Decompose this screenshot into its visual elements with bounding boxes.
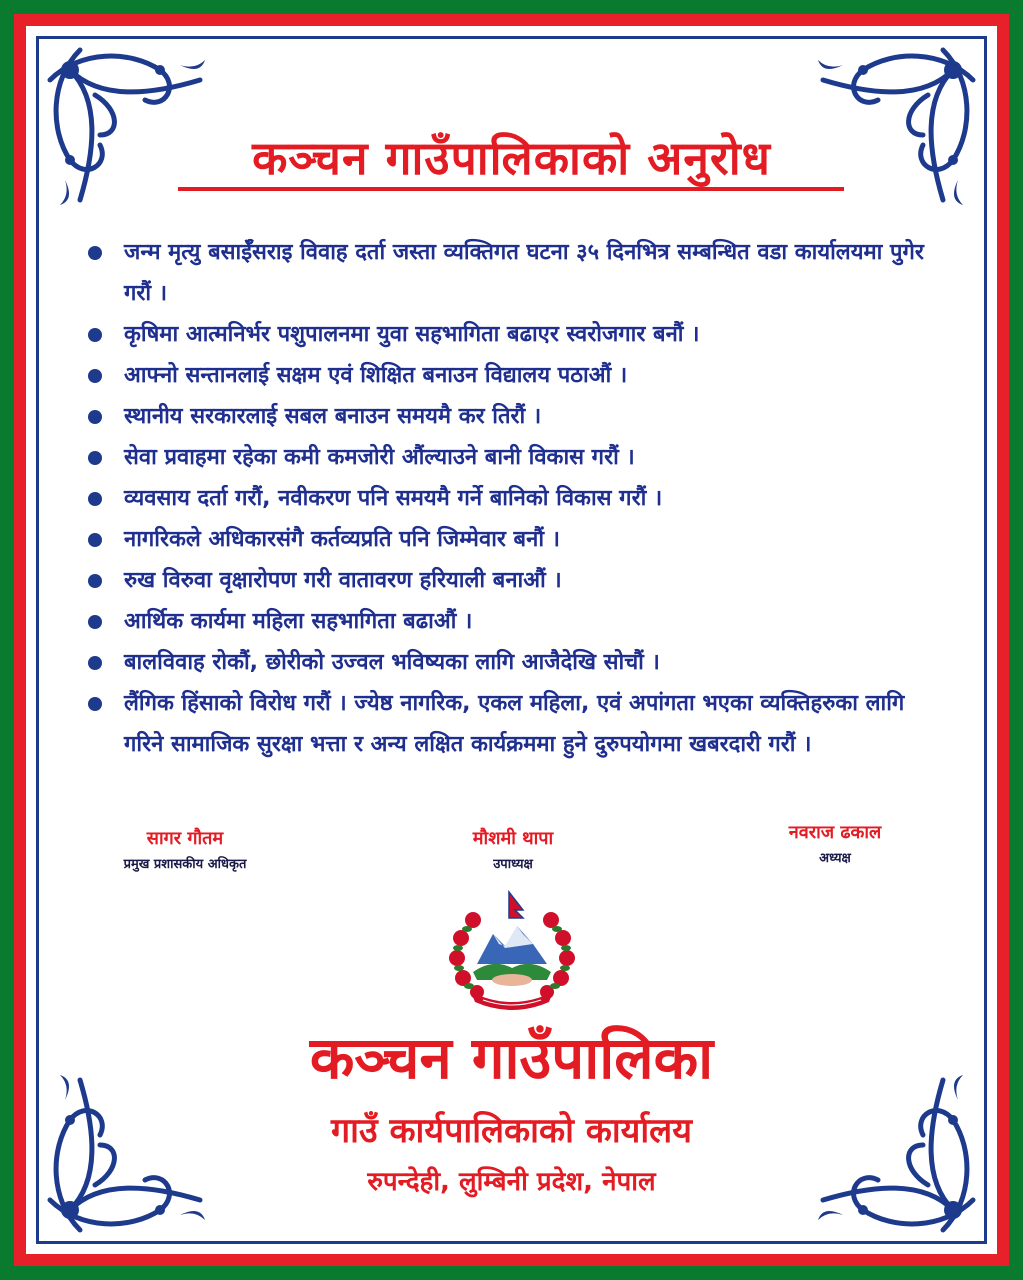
list-item-text: रुख विरुवा वृक्षारोपण गरी वातावरण हरियाली बनाऔं । xyxy=(124,568,562,593)
bullet-icon xyxy=(88,451,102,465)
bullet-icon xyxy=(88,369,102,383)
list-item-text: आफ्नो सन्तानलाई सक्षम एवं शिक्षित बनाउन विद्यालय पठाऔं । xyxy=(124,363,628,388)
signatory-vice-chair xyxy=(413,826,613,872)
signatory-position: अध्यक्ष xyxy=(819,851,851,866)
bullet-icon xyxy=(88,533,102,547)
list-item-text: जन्म मृत्यु बसाईँसराइ विवाह दर्ता जस्ता व्यक्तिगत घटना ३५ दिनभित्र सम्बन्धित वडा कार्यालयमा पुगेर गरौं । xyxy=(124,240,924,306)
title-underline xyxy=(178,187,844,191)
list-item xyxy=(88,478,948,519)
office-name: कञ्चन गाउँपालिका xyxy=(309,1024,714,1092)
list-item-text: स्थानीय सरकारलाई सबल बनाउन समयमै कर तिरौं । xyxy=(124,404,542,429)
office-subtitle: गाउँ कार्यपालिकाको कार्यालय xyxy=(331,1111,692,1151)
signatory-name: मौशमी थापा xyxy=(472,828,554,849)
list-item-text: लैंगिक हिंसाको विरोध गरौं । ज्येष्ठ नागरिक, एकल महिला, एवं अपांगता भएका व्यक्तिहरुका लागि गरिने सामाजिक सुरक्षा भत्ता र अन्य लक्षित कार्यक्रममा हुने दुरुपयोगमा खबरदारी गरौं । xyxy=(124,691,905,757)
list-item-text: नागरिकले अधिकारसंगै कर्तव्यप्रति पनि जिम्मेवार बनौं । xyxy=(124,527,561,552)
list-item xyxy=(88,314,948,355)
list-item-text: सेवा प्रवाहमा रहेका कमी कमजोरी औंल्याउने बानी विकास गरौं । xyxy=(124,445,635,470)
signatory-name: सागर गौतम xyxy=(146,828,224,849)
signatory-position: प्रमुख प्रशासकीय अधिकृत xyxy=(123,857,247,872)
list-item xyxy=(88,560,948,601)
bullet-icon xyxy=(88,615,102,629)
bullet-icon xyxy=(88,328,102,342)
list-item-text: कृषिमा आत्मनिर्भर पशुपालनमा युवा सहभागिता बढाएर स्वरोजगार बनौं । xyxy=(124,322,700,347)
bullet-icon xyxy=(88,574,102,588)
office-address: रुपन्देही, लुम्बिनी प्रदेश, नेपाल xyxy=(367,1167,656,1197)
list-item-text: बालविवाह रोकौं, छोरीको उज्वल भविष्यका लागि आजैदेखि सोचौं । xyxy=(124,650,660,675)
list-item xyxy=(88,437,948,478)
list-item-text: आर्थिक कार्यमा महिला सहभागिता बढाऔं । xyxy=(124,609,473,634)
list-item-text: व्यवसाय दर्ता गरौं, नवीकरण पनि समयमै गर्ने बानिको विकास गरौं । xyxy=(124,486,663,511)
list-item xyxy=(88,601,948,642)
notice-title: कञ्चन गाउँपालिकाको अनुरोध xyxy=(252,131,771,185)
bullet-icon xyxy=(88,492,102,506)
bullet-icon xyxy=(88,656,102,670)
list-item xyxy=(88,355,948,396)
list-item xyxy=(88,519,948,560)
signatory-position: उपाध्यक्ष xyxy=(493,857,533,872)
signatory-chair xyxy=(735,820,935,866)
list-item xyxy=(88,232,948,314)
list-item xyxy=(88,683,948,765)
signatory-name: नवराज ढकाल xyxy=(788,822,882,843)
list-item xyxy=(88,396,948,437)
signatory-cao xyxy=(80,826,290,872)
bullet-icon xyxy=(88,246,102,260)
bullet-icon xyxy=(88,697,102,711)
bullet-icon xyxy=(88,410,102,424)
appeal-list xyxy=(88,232,948,765)
nepal-emblem-icon xyxy=(443,888,581,1016)
list-item xyxy=(88,642,948,683)
